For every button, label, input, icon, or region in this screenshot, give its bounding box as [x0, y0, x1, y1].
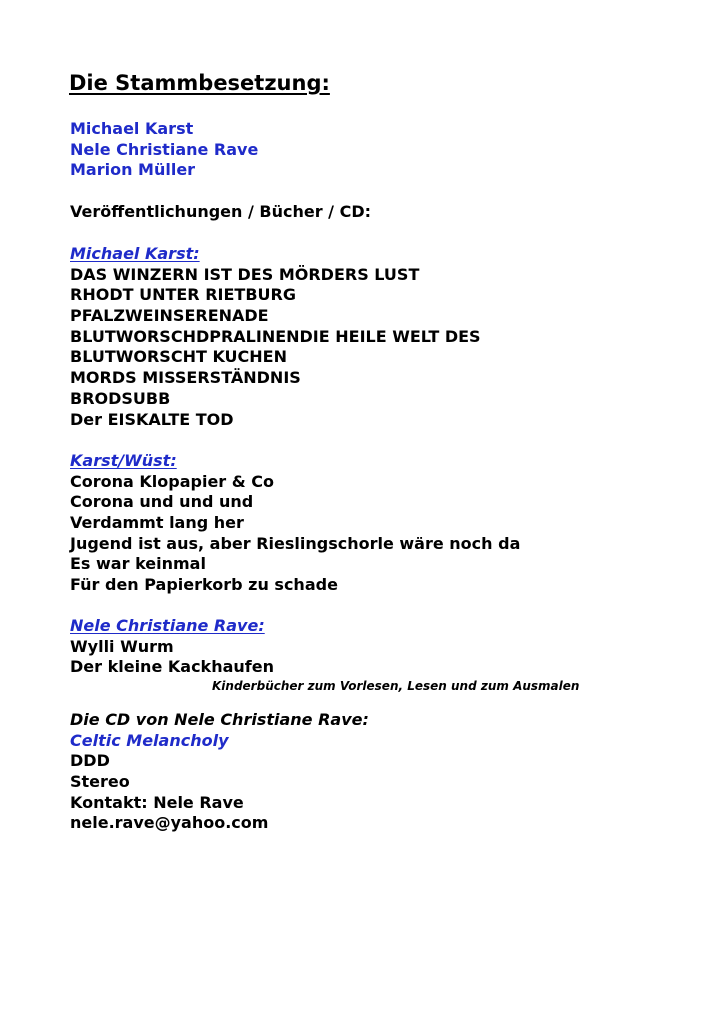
- karst-wuest-section: [70, 451, 520, 596]
- book-title: BLUTWORSCHDPRALINENDIE HEILE WELT DES: [70, 326, 481, 346]
- karst-section: [70, 244, 481, 430]
- contact-line: Kontakt: Nele Rave: [70, 792, 244, 812]
- book-title: Der EISKALTE TOD: [70, 409, 234, 429]
- childrens-books-note: Kinderbücher zum Vorlesen, Lesen und zum Ausmalen: [212, 679, 580, 693]
- publications-heading-text: Veröffentlichungen / Bücher / CD:: [70, 202, 372, 221]
- section-heading-karst-wuest: Karst/Wüst:: [70, 451, 177, 470]
- page-title: Die Stammbesetzung:: [69, 71, 330, 95]
- book-title: Wylli Wurm: [70, 636, 174, 656]
- members-list: [70, 119, 258, 181]
- book-title: Für den Papierkorb zu schade: [70, 575, 338, 595]
- book-title: BRODSUBB: [70, 388, 171, 408]
- rave-section: [70, 616, 274, 678]
- cd-heading: Die CD von Nele Christiane Rave:: [70, 710, 369, 729]
- cd-detail: Stereo: [70, 772, 130, 792]
- member-name: Nele Christiane Rave: [70, 139, 259, 159]
- publications-heading: [70, 202, 371, 223]
- book-title: MORDS MISSERSTÄNDNIS: [70, 368, 301, 388]
- book-title: BLUTWORSCHT KUCHEN: [70, 347, 287, 367]
- cd-section: [70, 710, 369, 834]
- book-title: Corona Klopapier & Co: [70, 471, 275, 491]
- book-title: RHODT UNTER RIETBURG: [70, 285, 296, 305]
- section-heading-rave: Nele Christiane Rave:: [70, 616, 265, 635]
- cd-detail: DDD: [70, 751, 110, 771]
- book-title: Verdammt lang her: [70, 513, 244, 533]
- book-title: PFALZWEINSERENADE: [70, 306, 269, 326]
- book-title: Corona und und und: [70, 492, 254, 512]
- book-title: DAS WINZERN IST DES MÖRDERS LUST: [70, 264, 420, 284]
- member-name: Michael Karst: [70, 119, 194, 138]
- section-heading-karst: Michael Karst:: [70, 244, 200, 263]
- member-name: Marion Müller: [70, 160, 196, 180]
- cd-album-title: Celtic Melancholy: [70, 730, 229, 750]
- book-title: Jugend ist aus, aber Rieslingschorle wäre noch da: [70, 533, 521, 553]
- book-title: Es war keinmal: [70, 554, 206, 574]
- contact-email: nele.rave@yahoo.com: [70, 813, 269, 833]
- book-title: Der kleine Kackhaufen: [70, 657, 274, 677]
